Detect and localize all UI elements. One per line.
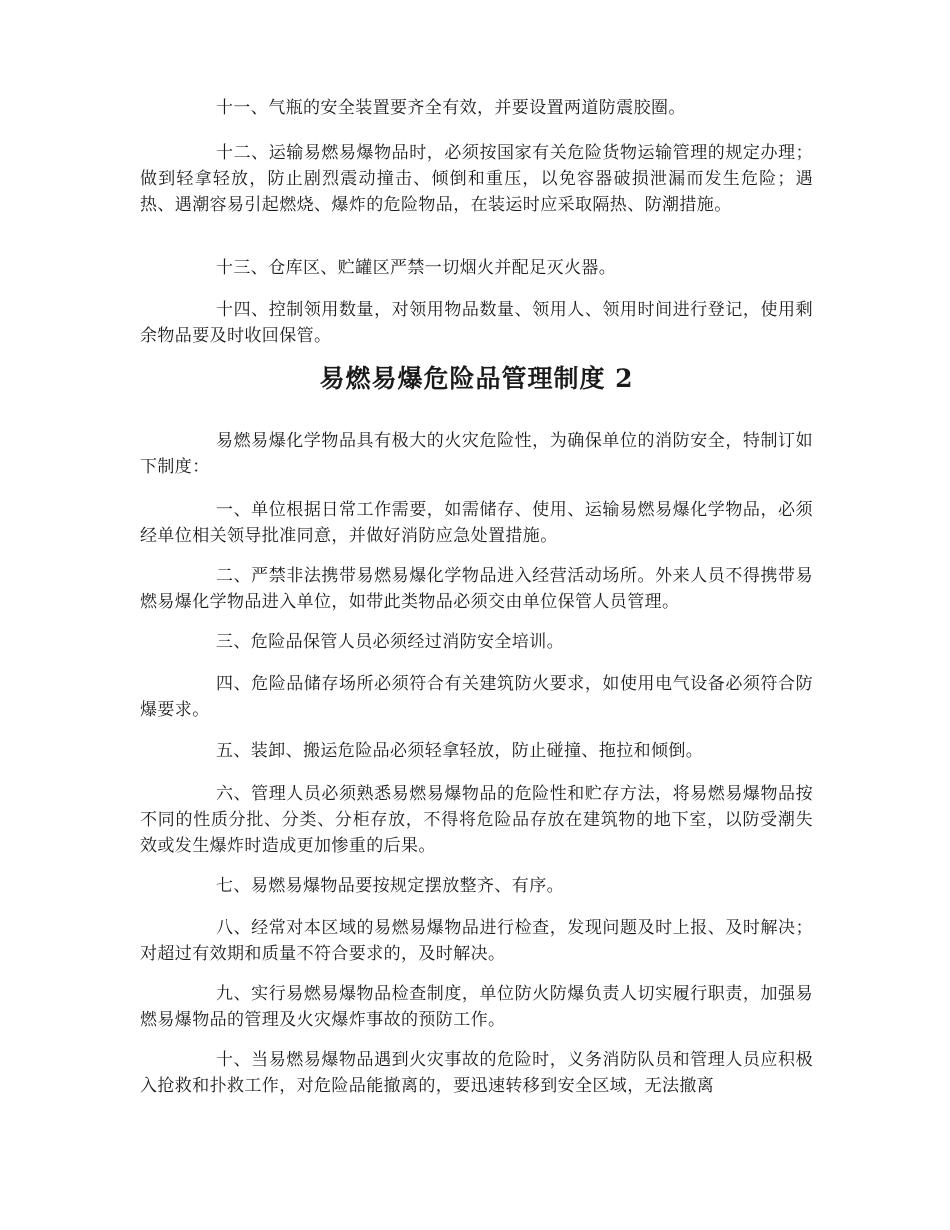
rule-1-paragraph: 一、单位根据日常工作需要，如需储存、使用、运输易燃易爆化学物品，必须经单位相关领导批准同意，并做好消防应急处置措施。 <box>140 500 813 546</box>
rule-8-paragraph: 八、经常对本区域的易燃易爆物品进行检查，发现问题及时上报、及时解决；对超过有效期和质量不符合要求的，及时解决。 <box>140 918 813 964</box>
rule-9-paragraph: 九、实行易燃易爆物品检查制度，单位防火防爆负责人切实履行职责，加强易燃易爆物品的管理及火灾爆炸事故的预防工作。 <box>140 984 813 1030</box>
rule-6-paragraph: 六、管理人员必须熟悉易燃易爆物品的危险性和贮存方法，将易燃易爆物品按不同的性质分批、分类、分柜存放，不得将危险品存放在建筑物的地下室，以防受潮失效或发生爆炸时造成更加惨重的后果。 <box>140 784 813 856</box>
rule-5-paragraph: 五、装卸、搬运危险品必须轻拿轻放，防止碰撞、拖拉和倾倒。 <box>216 741 704 761</box>
section-title: 易燃易爆危险品管理制度 2 <box>319 364 634 393</box>
rule-4-paragraph: 四、危险品储存场所必须符合有关建筑防火要求，如使用电气设备必须符合防爆要求。 <box>140 674 813 720</box>
paragraph-14: 十四、控制领用数量，对领用物品数量、领用人、领用时间进行登记，使用剩余物品要及时收回保管。 <box>140 300 813 346</box>
rule-10-paragraph: 十、当易燃易爆物品遇到火灾事故的危险时，义务消防队员和管理人员应积极入抢救和扑救工作，对危险品能撤离的，要迅速转移到安全区域，无法撤离 <box>140 1050 813 1096</box>
rule-2-paragraph: 二、严禁非法携带易燃易爆化学物品进入经营活动场所。外来人员不得携带易燃易爆化学物品进入单位，如带此类物品必须交由单位保管人员管理。 <box>140 566 813 612</box>
paragraph-13: 十三、仓库区、贮罐区严禁一切烟火并配足灭火器。 <box>216 258 617 278</box>
paragraph-11: 十一、气瓶的安全装置要齐全有效，并要设置两道防震胶圈。 <box>216 98 686 118</box>
rule-3-paragraph: 三、危险品保管人员必须经过消防安全培训。 <box>216 632 564 652</box>
rule-7-paragraph: 七、易燃易爆物品要按规定摆放整齐、有序。 <box>216 876 564 896</box>
intro-paragraph: 易燃易爆化学物品具有极大的火灾危险性，为确保单位的消防安全，特制订如下制度： <box>140 431 813 477</box>
paragraph-12: 十二、运输易燃易爆物品时，必须按国家有关危险货物运输管理的规定办理；做到轻拿轻放，防止剧烈震动撞击、倾倒和重压，以免容器破损泄漏而发生危险；遇热、遇潮容易引起燃烧、爆炸的危险物品，在装运时应采取隔热、防潮措施。 <box>140 143 813 215</box>
